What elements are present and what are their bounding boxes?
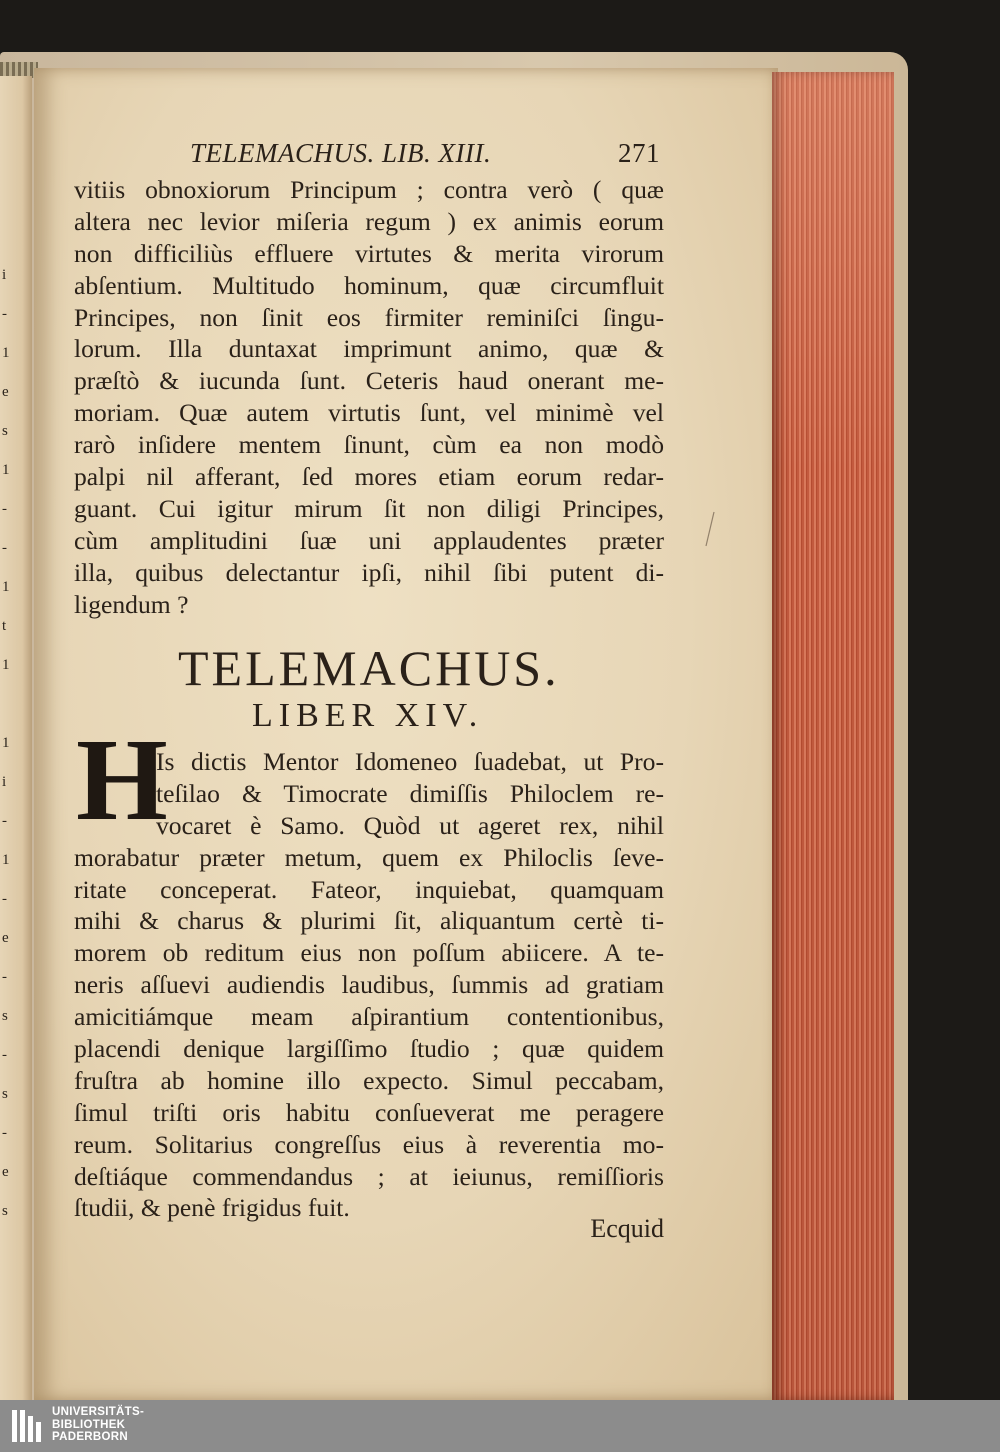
library-name-line: UNIVERSITÄTS- bbox=[52, 1406, 145, 1418]
facing-page-char: s bbox=[2, 1203, 8, 1219]
text-line: moriam. Quæ autem virtutis ſunt, vel minimè vel bbox=[74, 398, 664, 428]
chapter-heading-title: TELEMACHUS. bbox=[178, 640, 560, 696]
library-name-line: PADERBORN bbox=[52, 1431, 128, 1443]
facing-page-char: 1 bbox=[2, 852, 10, 868]
text-line: illa, quibus delectantur ipſi, nihil ſibi putent di- bbox=[74, 557, 664, 587]
text-line: ſimul triſti oris habitu conſueverat me peragere bbox=[74, 1097, 664, 1127]
text-line: deſtiáque commendandus ; at ieiunus, remiſſioris bbox=[74, 1161, 664, 1191]
text-line: cùm amplitudini ſuæ uni applaudentes præter bbox=[74, 525, 664, 555]
text-line: abſentium. Multitudo hominum, quæ circumfluit bbox=[74, 270, 664, 300]
pencil-mark bbox=[700, 510, 720, 550]
facing-page-edge bbox=[0, 76, 32, 1400]
page-edges-shading bbox=[772, 72, 894, 1400]
facing-page-char: s bbox=[2, 1086, 8, 1102]
facing-page-char: - bbox=[2, 891, 7, 907]
text-line: morabatur præter metum, quem ex Philoclis ſeve- bbox=[74, 842, 664, 872]
text-line: reum. Solitarius congreſſus eius à reverentia mo- bbox=[74, 1129, 664, 1159]
facing-page-char: - bbox=[2, 540, 7, 556]
chapter-heading-book: LIBER XIV. bbox=[252, 697, 484, 734]
facing-page-char: e bbox=[2, 1164, 9, 1180]
facing-page-char: s bbox=[2, 1008, 8, 1024]
body-paragraph bbox=[74, 174, 664, 620]
text-line: placendi denique largiſſimo ſtudio ; quæ quidem bbox=[74, 1034, 664, 1064]
running-title: TELEMACHUS. LIB. XIII. bbox=[190, 138, 492, 168]
text-line: Principes, non ſinit eos firmiter reminiſci ſingu- bbox=[74, 302, 664, 332]
text-line: præſtò & iucunda ſunt. Ceteris haud onerant me- bbox=[74, 366, 664, 396]
facing-page-char: 1 bbox=[2, 735, 10, 751]
text-line: Is dictis Mentor Idomeneo ſuadebat, ut Pro- bbox=[156, 747, 664, 776]
facing-page-char: - bbox=[2, 501, 7, 517]
text-line: guant. Cui igitur mirum ſit non diligi Principes, bbox=[74, 493, 664, 523]
drop-capital: H bbox=[76, 714, 168, 845]
text-line: amicitiámque meam aſpirantium contentionibus, bbox=[74, 1002, 664, 1032]
facing-page-char: 1 bbox=[2, 579, 10, 595]
facing-page-char: 1 bbox=[2, 657, 10, 673]
facing-page-char: - bbox=[2, 1125, 7, 1141]
facing-page-char: - bbox=[2, 813, 7, 829]
facing-page-char: i bbox=[2, 267, 7, 283]
text-line: ligendum ? bbox=[74, 589, 189, 619]
text-line: teſilao & Timocrate dimiſſis Philoclem re- bbox=[156, 778, 664, 808]
text-line: ritate conceperat. Fateor, inquiebat, quamquam bbox=[74, 874, 664, 904]
text-line: altera nec levior miſeria regum ) ex animis eorum bbox=[74, 206, 664, 236]
text-line: palpi nil afferant, ſed mores etiam eorum redar- bbox=[74, 462, 664, 492]
facing-page-char: - bbox=[2, 306, 7, 322]
text-line: ſtudii, & penè frigidus fuit. bbox=[74, 1193, 350, 1223]
text-line: vocaret è Samo. Quòd ut ageret rex, nihil bbox=[156, 810, 664, 840]
text-line: non difficiliùs effluere virtutes & merita virorum bbox=[74, 238, 664, 268]
text-line: neris aſſuevi audiendis laudibus, ſummis ad gratiam bbox=[74, 970, 664, 1000]
facing-page-char: - bbox=[2, 969, 7, 985]
library-footer-bar bbox=[0, 1400, 1000, 1452]
facing-page-char bbox=[2, 685, 18, 724]
catchword: Ecquid bbox=[590, 1214, 664, 1243]
facing-page-char: e bbox=[2, 384, 9, 400]
chapter-paragraph bbox=[74, 746, 664, 1224]
library-name-line: BIBLIOTHEK bbox=[52, 1418, 126, 1431]
facing-page-char: t bbox=[2, 618, 7, 634]
facing-page-char: 1 bbox=[2, 345, 10, 361]
facing-page-char: s bbox=[2, 423, 8, 439]
facing-page-fragments bbox=[2, 256, 18, 1231]
facing-page-char: e bbox=[2, 930, 9, 946]
running-head bbox=[190, 138, 660, 174]
text-line: lorum. Illa duntaxat imprimunt animo, quæ & bbox=[74, 334, 664, 364]
text-line: rarò inſidere mentem ſinunt, cùm ea non modò bbox=[74, 430, 664, 460]
facing-page-char: i bbox=[2, 774, 7, 790]
text-line: morem ob reditum eius non poſſum abiicere. A te- bbox=[74, 938, 664, 968]
library-logo-icon bbox=[10, 1408, 46, 1444]
text-line: vitiis obnoxiorum Principum ; contra verò ( quæ bbox=[74, 175, 664, 204]
facing-page-char: - bbox=[2, 1047, 7, 1063]
page-number: 271 bbox=[618, 138, 660, 168]
facing-page-char: 1 bbox=[2, 462, 10, 478]
text-line: mihi & charus & plurimi ſit, aliquantum certè ti- bbox=[74, 906, 664, 936]
text-line: fruſtra ab homine illo expecto. Simul peccabam, bbox=[74, 1065, 664, 1095]
library-name bbox=[52, 1406, 144, 1444]
